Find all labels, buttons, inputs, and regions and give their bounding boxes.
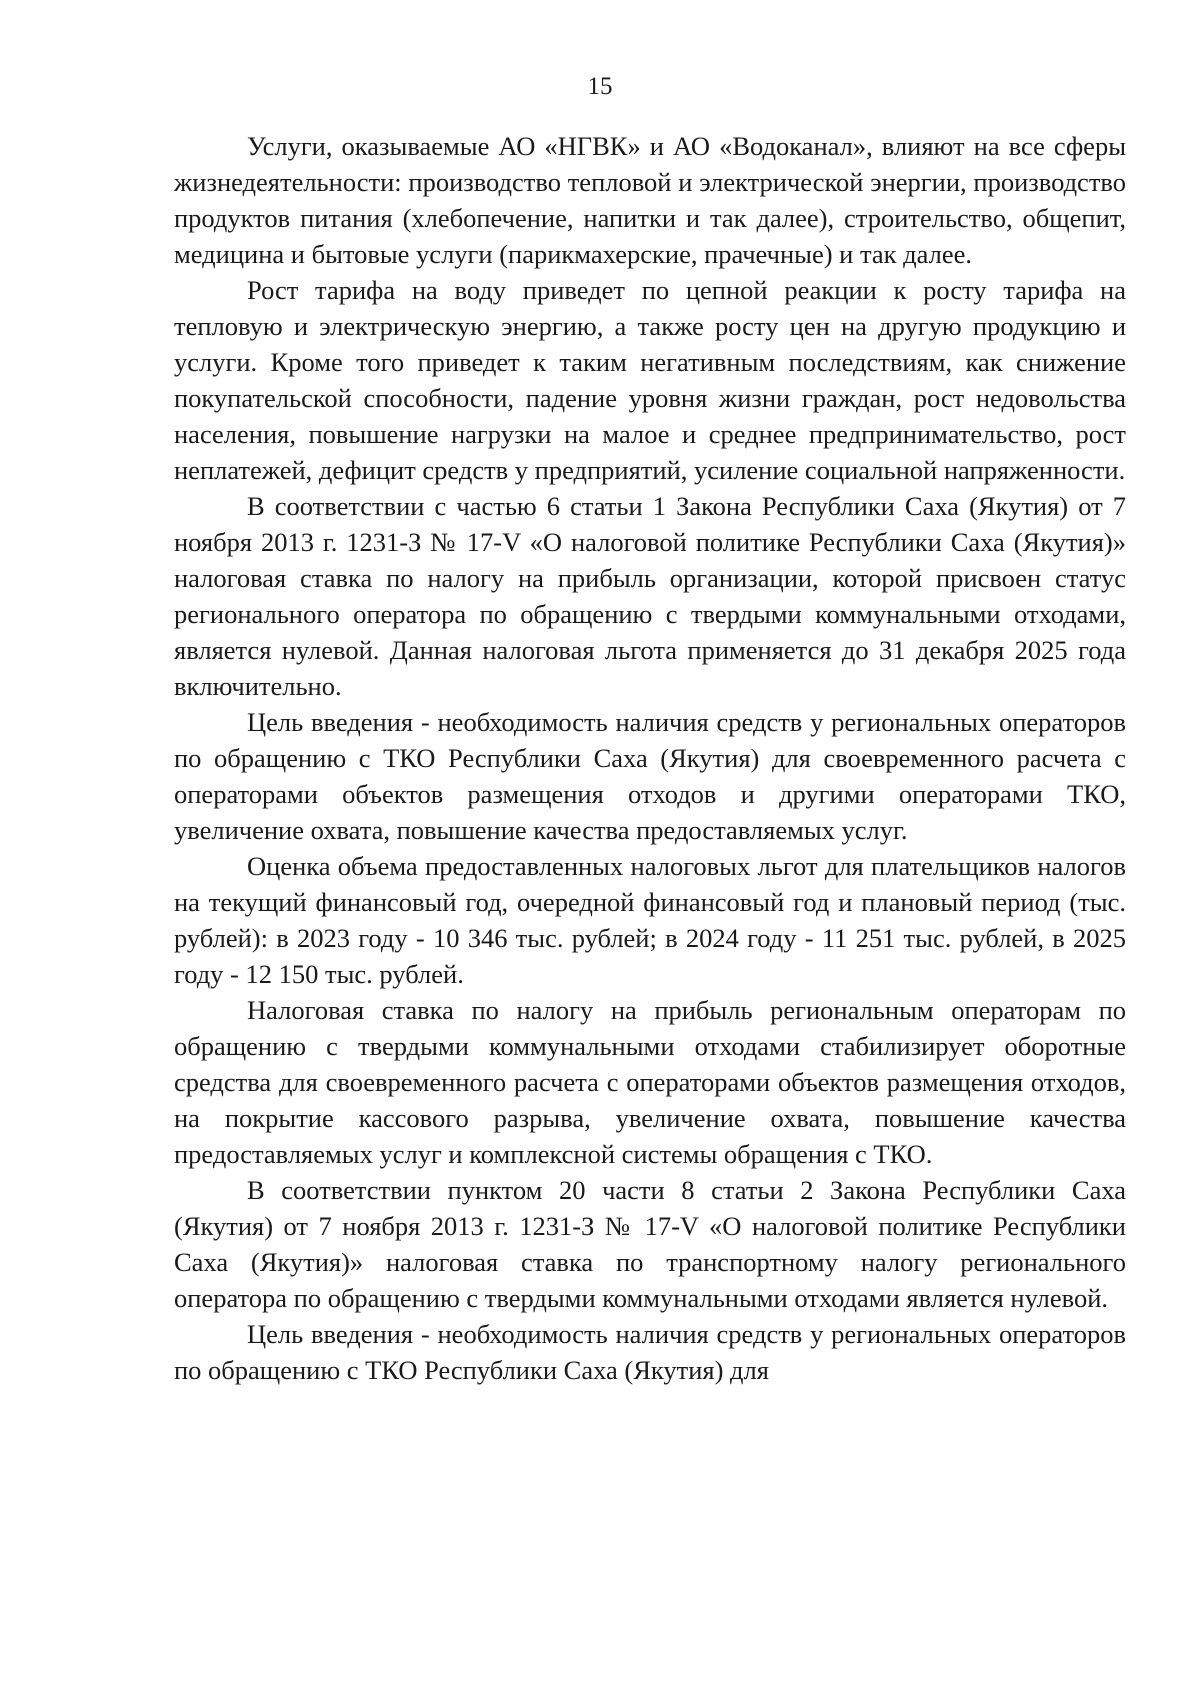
paragraph-introduction-goal: Цель введения - необходимость наличия средств у региональных операторов по обращению с ТКО Республики Саха (Якутия) для своевременного расчета с операторами объектов размещения отходов и другими операторами ТКО, увеличение охвата, повышение качества предоставляемых услуг. [174,707,1126,845]
paragraph-profit-tax-law: В соответствии с частью 6 статьи 1 Закона Республики Саха (Якутия) от 7 ноября 2013 г. 1231-З № 17-V «О налоговой политике Республики Саха (Якутия)» налоговая ставка по налогу на прибыль организации, которой присвоен статус регионального оператора по обращению с твердыми коммунальными отходами, является нулевой. Данная налоговая льгота применяется до 31 декабря 2025 года включительно. [174,491,1126,701]
paragraph-benefit-estimate: Оценка объема предоставленных налоговых льгот для плательщиков налогов на текущий финансовый год, очередной финансовый год и плановый период (тыс. рублей): в 2023 году - 10 346 тыс. рублей; в 2024 году - 11 251 тыс. рублей, в 2025 году - 12 150 тыс. рублей. [174,851,1126,989]
paragraph-services-impact: Услуги, оказываемые АО «НГВК» и АО «Водоканал», влияют на все сферы жизнедеятельности: производство тепловой и электрической энергии, производство продуктов питания (хлебопечение, напитки и так далее), строительство, общепит, медицина и бытовые услуги (парикмахерские, прачечные) и так далее. [174,131,1126,269]
paragraph-profit-tax-rate: Налоговая ставка по налогу на прибыль региональным операторам по обращению с твердыми коммунальными отходами стабилизирует оборотные средства для своевременного расчета с операторами объектов размещения отходов, на покрытие кассового разрыва, увеличение охвата, повышение качества предоставляемых услуг и комплексной системы обращения с ТКО. [174,995,1126,1169]
document-body [174,128,1126,1388]
paragraph-transport-tax-law: В соответствии пунктом 20 части 8 статьи 2 Закона Республики Саха (Якутия) от 7 ноября 2013 г. 1231-З № 17-V «О налоговой политике Республики Саха (Якутия)» налоговая ставка по транспортному налогу регионального оператора по обращению с твердыми коммунальными отходами является нулевой. [174,1175,1126,1313]
page-number: 15 [587,73,613,100]
paragraph-tariff-growth: Рост тарифа на воду приведет по цепной реакции к росту тарифа на тепловую и электрическую энергию, а также росту цен на другую продукцию и услуги. Кроме того приведет к таким негативным последствиям, как снижение покупательской способности, падение уровня жизни граждан, рост недовольства населения, повышение нагрузки на малое и среднее предпринимательство, рост неплатежей, дефицит средств у предприятий, усиление социальной напряженности. [174,275,1126,485]
paragraph-introduction-goal-continued: Цель введения - необходимость наличия средств у региональных операторов по обращению с ТКО Республики Саха (Якутия) для [174,1319,1126,1385]
